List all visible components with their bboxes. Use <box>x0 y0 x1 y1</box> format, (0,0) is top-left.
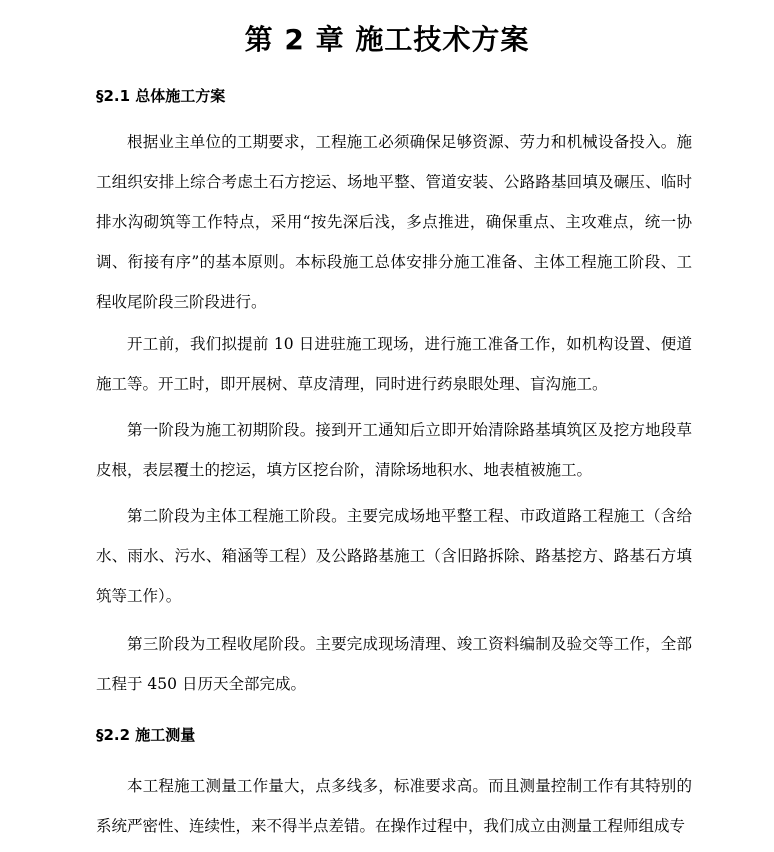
section-heading-2-1: §2.1 总体施工方案 <box>96 87 226 105</box>
paragraph: 第二阶段为主体工程施工阶段。主要完成场地平整工程、市政道路工程施工（含给水、雨水、污水、箱涵等工程）及公路路基施工（含旧路拆除、路基挖方、路基石方填筑等工作）。 <box>96 507 692 605</box>
section-heading-2-2: §2.2 施工测量 <box>96 726 196 744</box>
paragraph: 第一阶段为施工初期阶段。接到开工通知后立即开始清除路基填筑区及挖方地段草皮根，表层覆土的挖运，填方区挖台阶，清除场地积水、地表植被施工。 <box>96 421 692 479</box>
chapter-title: 第 2 章 施工技术方案 <box>244 23 530 56</box>
paragraph: 开工前，我们拟提前 10 日进驻施工现场，进行施工准备工作，如机构设置、便道施工等。开工时，即开展树、草皮清理，同时进行药泉眼处理、盲沟施工。 <box>96 335 692 393</box>
paragraph: 根据业主单位的工期要求，工程施工必须确保足够资源、劳力和机械设备投入。施工组织安排上综合考虑土石方挖运、场地平整、管道安装、公路路基回填及碾压、临时排水沟砌筑等工作特点，采用“按先深后浅，多点推进，确保重点、主攻难点，统一协调、衔接有序”的基本原则。本标段施工总体安排分施工准备、主体工程施工阶段、工程收尾阶段三阶段进行。 <box>96 133 692 311</box>
paragraph: 本工程施工测量工作量大，点多线多，标准要求高。而且测量控制工作有其特别的系统严密性、连续性，来不得半点差错。在操作过程中，我们成立由测量工程师组成专 <box>96 777 692 835</box>
paragraph: 第三阶段为工程收尾阶段。主要完成现场清理、竣工资料编制及验交等工作，全部工程于 450 日历天全部完成。 <box>96 635 692 693</box>
